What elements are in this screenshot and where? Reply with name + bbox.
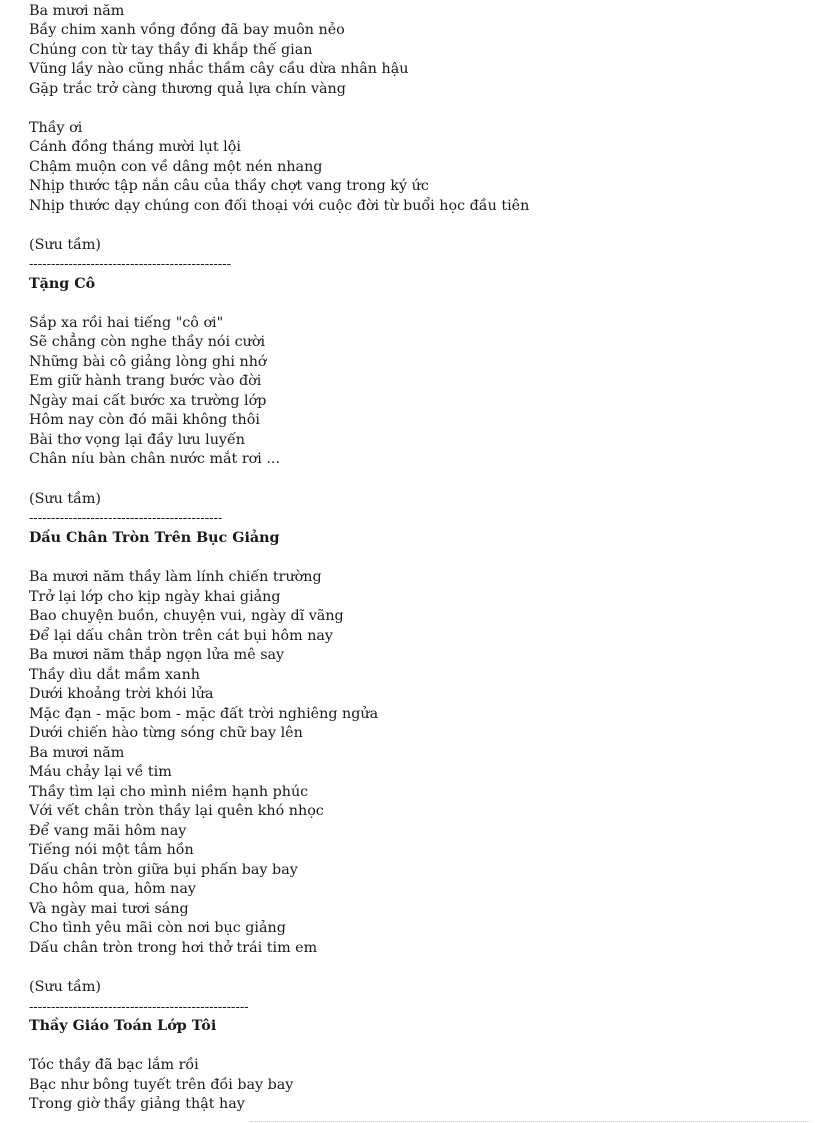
text-line: Bạc như bông tuyết trên đồi bay bay [29,1077,294,1093]
text-line: Tiếng nói một tâm hồn [29,842,194,858]
text-line: Dưới khoảng trời khói lửa [29,686,214,702]
source-note: (Sưu tầm) [29,979,101,995]
text-line: Những bài cô giảng lòng ghi nhớ [29,354,267,370]
poem-title: Thầy Giáo Toán Lớp Tôi [29,1018,217,1034]
text-line: Bao chuyện buồn, chuyện vui, ngày dĩ vãng [29,608,344,624]
text-line: Ngày mai cất bước xa trường lớp [29,393,267,409]
text-line: Chậm muộn con về dâng một nén nhang [29,159,323,175]
text-line: Ba mươi năm thầy làm lính chiến trường [29,569,322,585]
source-note: (Sưu tầm) [29,237,101,253]
text-line: Bài thơ vọng lại đầy lưu luyến [29,432,245,448]
text-line: Ba mươi năm thắp ngọn lửa mê say [29,647,285,663]
text-line: Chúng con từ tay thầy đi khắp thế gian [29,42,313,58]
text-line: Trong giờ thầy giảng thật hay [29,1096,245,1112]
separator-line: -------------------------------------------- [29,511,223,526]
separator-line: -------------------------------------------------- [29,1000,249,1015]
text-line: Mặc đạn - mặc bom - mặc đất trời nghiêng ngửa [29,706,379,722]
separator-line: ---------------------------------------------- [29,257,232,272]
text-line: Và ngày mai tươi sáng [29,901,189,917]
text-line: Em giữ hành trang bước vào đời [29,373,262,389]
text-line: Thầy ơi [29,120,83,136]
text-line: Thầy tìm lại cho mình niềm hạnh phúc [29,784,309,800]
text-line: Để vang mãi hôm nay [29,823,187,839]
text-line: Với vết chân tròn thầy lại quên khó nhọc [29,803,324,819]
text-line: Sắp xa rồi hai tiếng "cô ơi" [29,315,224,331]
page-footer-rule [250,1121,810,1122]
text-line: Bầy chim xanh vồng đồng đã bay muôn nẻo [29,22,345,38]
poem-title: Dấu Chân Tròn Trên Bục Giảng [29,530,280,546]
text-line: Hôm nay còn đó mãi không thôi [29,412,260,428]
text-line: Để lại dấu chân tròn trên cát bụi hôm nay [29,628,334,644]
text-line: Gặp trắc trở càng thương quả lựa chín vàng [29,81,346,97]
text-line: Cho tình yêu mãi còn nơi bục giảng [29,920,286,936]
text-line: Dưới chiến hào từng sóng chữ bay lên [29,725,303,741]
text-line: Ba mươi năm [29,745,125,761]
text-line: Vũng lầy nào cũng nhắc thầm cây cầu dừa nhân hậu [29,61,409,77]
text-line: Nhịp thước tập nắn câu của thầy chợt vang trong ký ức [29,178,429,194]
text-line: Cánh đồng tháng mười lụt lội [29,139,241,155]
text-line: Sẽ chẳng còn nghe thầy nói cười [29,334,266,350]
poem-title: Tặng Cô [29,276,96,292]
text-line: Thầy dìu dắt mầm xanh [29,667,200,683]
text-line: Nhịp thước dạy chúng con đối thoại với cuộc đời từ buổi học đầu tiên [29,198,530,214]
text-line: Máu chảy lại về tim [29,764,172,780]
text-line: Tóc thầy đã bạc lắm rồi [29,1057,199,1073]
text-line: Trở lại lớp cho kịp ngày khai giảng [29,589,281,605]
text-line: Dấu chân tròn giữa bụi phấn bay bay [29,862,298,878]
text-line: Cho hôm qua, hôm nay [29,881,196,897]
source-note: (Sưu tầm) [29,491,101,507]
text-line: Ba mươi năm [29,3,125,19]
text-line: Dấu chân tròn trong hơi thở trái tim em [29,940,318,956]
text-line: Chân níu bàn chân nước mắt rơi ... [29,451,281,467]
